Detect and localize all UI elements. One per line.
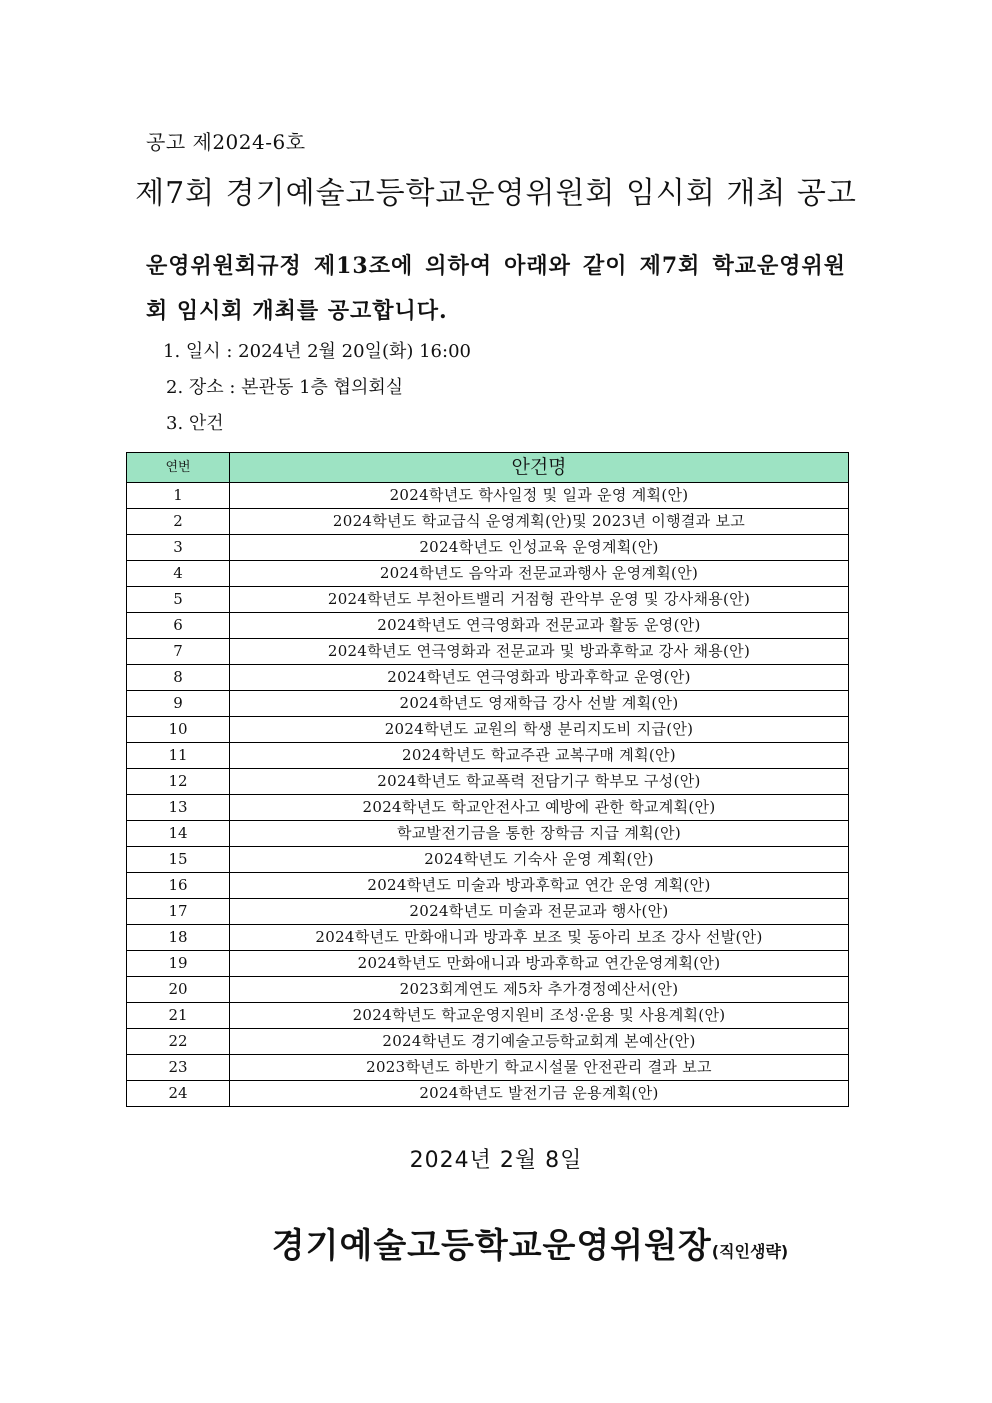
row-title: 학교발전기금을 통한 장학금 지급 계획(안) [230,821,849,847]
row-number: 1 [127,483,230,509]
signer [0,1218,992,1267]
row-title: 2024학년도 학교급식 운영계획(안)및 2023년 이행결과 보고 [230,509,849,535]
notice-date: 2024년 2월 8일 [409,1148,583,1173]
row-title: 2024학년도 경기예술고등학교회계 본예산(안) [230,1029,849,1055]
table-row [127,717,849,743]
row-number: 14 [127,821,230,847]
table-row [127,795,849,821]
seal-note: (직인생략) [711,1242,789,1261]
row-number: 16 [127,873,230,899]
row-number: 3 [127,535,230,561]
row-title: 2024학년도 미술과 방과후학교 연간 운영 계획(안) [230,873,849,899]
row-number: 11 [127,743,230,769]
header-title: 안건명 [230,453,849,483]
row-number: 8 [127,665,230,691]
table-row [127,561,849,587]
notice-number: 공고 제2024-6호 [146,130,306,154]
table-row [127,925,849,951]
row-number: 7 [127,639,230,665]
table-row [127,951,849,977]
row-number: 13 [127,795,230,821]
document-title: 제7회 경기예술고등학교운영위원회 임시회 개최 공고 [135,176,857,211]
row-title: 2024학년도 학사일정 및 일과 운영 계획(안) [230,483,849,509]
row-title: 2024학년도 연극영화과 전문교과 및 방과후학교 강사 채용(안) [230,639,849,665]
info-datetime: 1. 일시 : 2024년 2월 20일(화) 16:00 [163,341,471,362]
row-title: 2024학년도 발전기금 운용계획(안) [230,1081,849,1107]
table-row [127,587,849,613]
intro-paragraph: 운영위원회규정 제13조에 의하여 아래와 같이 제7회 학교운영위원회 임시회 개최를 공고합니다. [146,253,846,324]
table-row [127,509,849,535]
row-title: 2024학년도 만화애니과 방과후 보조 및 동아리 보조 강사 선발(안) [230,925,849,951]
row-title: 2024학년도 영재학급 강사 선발 계획(안) [230,691,849,717]
table-row [127,977,849,1003]
table-row [127,483,849,509]
table-row [127,1003,849,1029]
agenda-body [127,483,849,1107]
row-title: 2024학년도 기숙사 운영 계획(안) [230,847,849,873]
table-row [127,847,849,873]
row-title: 2024학년도 교원의 학생 분리지도비 지급(안) [230,717,849,743]
table-row [127,1055,849,1081]
row-number: 21 [127,1003,230,1029]
row-number: 20 [127,977,230,1003]
row-number: 9 [127,691,230,717]
agenda-header-row [127,453,849,483]
row-number: 17 [127,899,230,925]
info-agenda-label: 3. 안건 [166,413,224,434]
row-number: 23 [127,1055,230,1081]
row-number: 6 [127,613,230,639]
row-number: 22 [127,1029,230,1055]
row-title: 2024학년도 연극영화과 전문교과 활동 운영(안) [230,613,849,639]
table-row [127,535,849,561]
table-row [127,691,849,717]
table-row [127,899,849,925]
table-row [127,873,849,899]
row-title: 2024학년도 학교주관 교복구매 계획(안) [230,743,849,769]
row-title: 2024학년도 학교안전사고 예방에 관한 학교계획(안) [230,795,849,821]
table-row [127,769,849,795]
row-number: 24 [127,1081,230,1107]
table-row [127,1029,849,1055]
row-number: 2 [127,509,230,535]
row-title: 2023학년도 하반기 학교시설물 안전관리 결과 보고 [230,1055,849,1081]
table-row [127,665,849,691]
row-title: 2024학년도 만화애니과 방과후학교 연간운영계획(안) [230,951,849,977]
table-row [127,821,849,847]
agenda-table [126,452,849,1107]
table-row [127,1081,849,1107]
row-number: 12 [127,769,230,795]
row-title: 2024학년도 학교운영지원비 조성·운용 및 사용계획(안) [230,1003,849,1029]
info-place: 2. 장소 : 본관동 1층 협의회실 [166,377,404,398]
table-row [127,743,849,769]
signer-name: 경기예술고등학교운영위원장 [271,1226,712,1266]
row-title: 2024학년도 인성교육 운영계획(안) [230,535,849,561]
row-number: 18 [127,925,230,951]
row-title: 2024학년도 미술과 전문교과 행사(안) [230,899,849,925]
row-number: 15 [127,847,230,873]
row-title: 2024학년도 음악과 전문교과행사 운영계획(안) [230,561,849,587]
row-title: 2023회계연도 제5차 추가경정예산서(안) [230,977,849,1003]
row-title: 2024학년도 연극영화과 방과후학교 운영(안) [230,665,849,691]
row-number: 10 [127,717,230,743]
row-number: 4 [127,561,230,587]
row-number: 19 [127,951,230,977]
row-number: 5 [127,587,230,613]
row-title: 2024학년도 학교폭력 전담기구 학부모 구성(안) [230,769,849,795]
header-number: 연번 [127,453,230,483]
table-row [127,639,849,665]
table-row [127,613,849,639]
row-title: 2024학년도 부천아트밸리 거점형 관악부 운영 및 강사채용(안) [230,587,849,613]
